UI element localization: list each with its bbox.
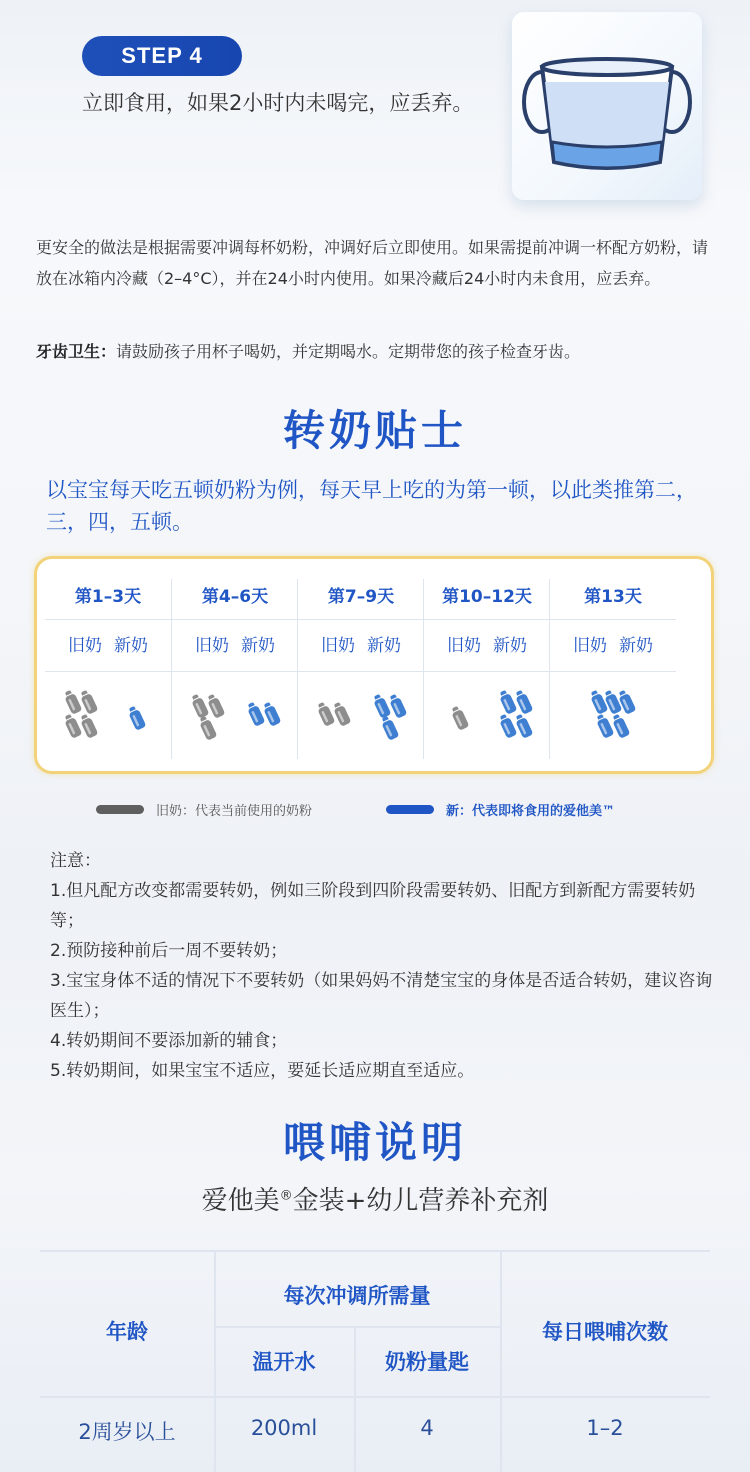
- amount-group-header: 每次冲调所需量: [283, 1284, 431, 1308]
- feeding-title: 喂哺说明: [282, 1118, 467, 1167]
- registered-mark: ®: [279, 1188, 293, 1204]
- new-bottle-icon: [379, 715, 400, 742]
- row-divider: [298, 619, 424, 620]
- new-bottle-icon: [594, 713, 615, 740]
- dental-label: 牙齿卫生：: [36, 342, 117, 361]
- note-item-1: 1.但凡配方改变都需要转奶，例如三阶段到四阶段需要转奶、旧配方到新配方需要转奶等；: [50, 881, 696, 931]
- age-header: 年龄: [106, 1320, 148, 1344]
- table-divider: [40, 1396, 710, 1398]
- old-milk-label: 旧奶: [573, 636, 607, 656]
- transition-column: [297, 579, 424, 759]
- row-divider: [424, 671, 550, 672]
- row-divider: [298, 671, 424, 672]
- old-new-labels: [172, 631, 298, 656]
- dental-text: 请鼓励孩子用杯子喝奶，并定期喝水。定期带您的孩子检查牙齿。: [116, 342, 581, 361]
- old-bottle-icon: [189, 693, 210, 720]
- old-bottle-icon: [62, 689, 83, 716]
- new-bottle-icon: [245, 701, 266, 728]
- row-divider: [550, 619, 676, 620]
- old-bottle-icon: [315, 701, 336, 728]
- bottles-icon: [45, 687, 171, 757]
- row-divider: [172, 619, 298, 620]
- bottle-group: [424, 687, 550, 757]
- new-bottle-icon: [261, 701, 282, 728]
- tips-title: 转奶贴士: [282, 406, 467, 455]
- old-milk-label: 旧奶: [447, 636, 481, 656]
- day-range-label: 第1–3天: [74, 587, 142, 607]
- old-bottle-icon: [78, 713, 99, 740]
- day-range-label: 第4–6天: [201, 587, 269, 607]
- new-bottle-icon: [513, 713, 534, 740]
- bottles-icon: [172, 687, 298, 757]
- bottle-group: [172, 687, 298, 757]
- old-new-labels: [298, 631, 424, 656]
- old-bottle-icon: [62, 713, 83, 740]
- new-bottle-icon: [126, 705, 147, 732]
- old-milk-label: 旧奶: [195, 636, 229, 656]
- new-milk-label: 新奶: [114, 636, 148, 656]
- row-divider: [550, 671, 676, 672]
- day-range-label: 第7–9天: [327, 587, 395, 607]
- old-new-labels: [45, 631, 171, 656]
- safety-paragraph: 更安全的做法是根据需要冲调每杯奶粉，冲调好后立即使用。如果需提前冲调一杯配方奶粉，请放在冰箱内冷藏（2–4°C），并在24小时内使用。如果冷藏后24小时内未食用，应丢弃。: [36, 238, 709, 288]
- water-header: 温开水: [252, 1350, 316, 1374]
- transition-column: [45, 579, 171, 759]
- water-value: 200ml: [250, 1416, 318, 1440]
- old-milk-label: 旧奶: [68, 636, 102, 656]
- new-bottle-icon: [610, 713, 631, 740]
- note-item-4: 4.转奶期间不要添加新的辅食；: [50, 1031, 288, 1051]
- row-divider: [172, 671, 298, 672]
- notes-section: [50, 846, 720, 1086]
- note-item-2: 2.预防接种前后一周不要转奶；: [50, 941, 288, 961]
- feeding-table: [40, 1250, 710, 1472]
- old-new-labels: [550, 631, 676, 656]
- transition-column: [171, 579, 298, 759]
- transition-column: [549, 579, 676, 759]
- new-bottle-icon: [387, 693, 408, 720]
- day-range-label: 第13天: [584, 587, 642, 607]
- sippy-cup-icon: [512, 12, 702, 200]
- bottles-icon: [550, 687, 676, 757]
- daily-value: 1–2: [586, 1416, 624, 1440]
- note-item-5: 5.转奶期间，如果宝宝不适应，要延长适应期直至适应。: [50, 1061, 475, 1081]
- new-milk-label: 新奶: [493, 636, 527, 656]
- table-top-rule: [40, 1250, 710, 1252]
- old-bottle-icon: [205, 693, 226, 720]
- new-bottle-icon: [497, 689, 518, 716]
- old-legend-text: 旧奶：代表当前使用的奶粉: [156, 804, 313, 819]
- old-bottle-icon: [331, 701, 352, 728]
- daily-header: 每日喂哺次数: [542, 1320, 668, 1344]
- product-subtitle: [0, 1180, 750, 1217]
- bottles-icon: [424, 687, 550, 757]
- product-suffix: 金装+幼儿营养补充剂: [292, 1186, 549, 1216]
- bottles-icon: [298, 687, 424, 757]
- table-divider: [214, 1326, 500, 1328]
- old-bottle-icon: [449, 705, 470, 732]
- old-bottle-icon: [197, 715, 218, 742]
- bottle-group: [45, 687, 171, 757]
- old-legend-swatch: [96, 805, 144, 814]
- new-bottle-icon: [513, 689, 534, 716]
- new-bottle-icon: [371, 693, 392, 720]
- scoops-value: 4: [420, 1416, 434, 1440]
- row-divider: [424, 619, 550, 620]
- old-milk-label: 旧奶: [321, 636, 355, 656]
- new-bottle-icon: [497, 713, 518, 740]
- bottle-legend: [96, 800, 696, 820]
- new-milk-label: 新奶: [367, 636, 401, 656]
- old-bottle-icon: [78, 689, 99, 716]
- step-4-text: 立即食用，如果2小时内未喝完，应丢弃。: [82, 91, 474, 115]
- bottle-group: [550, 687, 676, 757]
- dental-paragraph: [36, 336, 716, 367]
- new-milk-label: 新奶: [241, 636, 275, 656]
- sippy-cup-illustration: [512, 12, 702, 200]
- transition-table: [34, 556, 714, 774]
- row-divider: [45, 671, 171, 672]
- scoops-header: 奶粉量匙: [385, 1350, 469, 1374]
- note-item-3: 3.宝宝身体不适的情况下不要转奶（如果妈妈不清楚宝宝的身体是否适合转奶，建议咨询医生）；: [50, 971, 713, 1021]
- age-value: 2周岁以上: [78, 1420, 176, 1444]
- day-range-label: 第10–12天: [442, 587, 532, 607]
- row-divider: [45, 619, 171, 620]
- new-legend-text: 新：代表即将食用的爱他美™: [446, 804, 616, 819]
- old-new-labels: [424, 631, 550, 656]
- new-legend-swatch: [386, 805, 434, 814]
- tips-intro: 以宝宝每天吃五顿奶粉为例，每天早上吃的为第一顿，以此类推第二，三，四，五顿。: [46, 478, 697, 534]
- bottle-group: [298, 687, 424, 757]
- step-4-badge: STEP 4: [82, 36, 242, 76]
- notes-heading: 注意：: [50, 851, 101, 871]
- product-name: 爱他美: [201, 1186, 280, 1216]
- transition-column: [423, 579, 550, 759]
- new-milk-label: 新奶: [619, 636, 653, 656]
